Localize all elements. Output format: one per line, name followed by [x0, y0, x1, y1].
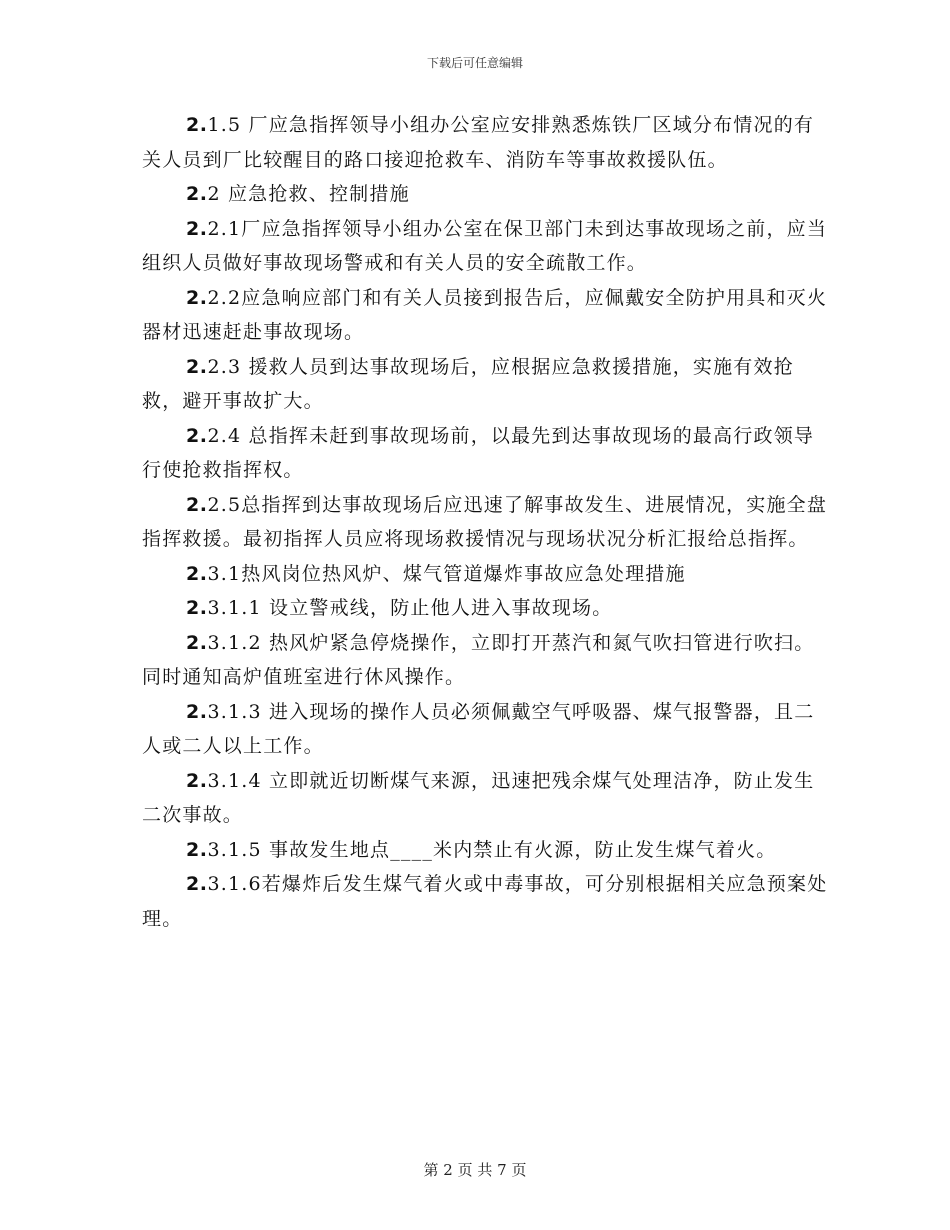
section-number: 2. — [186, 355, 208, 378]
section-number: 2. — [186, 769, 208, 792]
paragraph-text: 3.1.6若爆炸后发生煤气着火或中毒事故，可分别根据相关应急预案处理。 — [142, 873, 828, 930]
paragraph-text: 1.5 厂应急指挥领导小组办公室应安排熟悉炼铁厂区域分布情况的有关人员到厂比较醒目的路口接迎抢救车、消防车等事故救援队伍。 — [142, 114, 815, 171]
paragraph-2-2-3 — [142, 350, 832, 419]
paragraph-text: 3.1热风岗位热风炉、煤气管道爆炸事故应急处理措施 — [207, 562, 686, 585]
paragraph-2-2-5 — [142, 488, 832, 557]
page-header: 下载后可任意编辑 — [426, 56, 523, 70]
section-number: 2. — [186, 562, 208, 585]
paragraph-2-3-1-6 — [142, 867, 832, 936]
paragraph-2-3-1-5 — [142, 833, 832, 868]
paragraph-text: 2.5总指挥到达事故现场后应迅速了解事故发生、进展情况，实施全盘指挥救援。最初指挥人员应将现场救援情况与现场状况分析汇报给总指挥。 — [142, 493, 828, 550]
section-number: 2. — [186, 597, 208, 619]
section-number: 2. — [186, 286, 208, 309]
paragraph-text: 2.3 援救人员到达事故现场后，应根据应急救援措施，实施有效抢救，避开事故扩大。 — [142, 355, 794, 412]
paragraph-2-2-1 — [142, 212, 832, 281]
page-footer: 第 2 页 共 7 页 — [423, 1161, 527, 1179]
paragraph-2-3-1-4 — [142, 764, 832, 833]
paragraph-2-2-4 — [142, 419, 832, 488]
paragraph-2-3-1-2 — [142, 626, 832, 695]
section-number: 2. — [186, 424, 208, 447]
document-body — [142, 108, 832, 936]
paragraph-text: 3.1.5 事故发生地点____米内禁止有火源，防止发生煤气着火。 — [207, 838, 777, 861]
section-number: 2. — [186, 183, 208, 205]
paragraph-2-3-1 — [142, 557, 832, 592]
paragraph-text: 2 应急抢救、控制措施 — [207, 183, 410, 205]
paragraph-text: 2.4 总指挥未赶到事故现场前，以最先到达事故现场的最高行政领导行使抢救指挥权。 — [142, 424, 815, 481]
paragraph-2-1-5 — [142, 108, 832, 177]
section-number: 2. — [186, 631, 208, 654]
paragraph-2-3-1-3 — [142, 695, 832, 764]
section-number: 2. — [186, 217, 208, 240]
section-number: 2. — [186, 493, 208, 516]
section-number: 2. — [186, 700, 208, 723]
paragraph-text: 3.1.3 进入现场的操作人员必须佩戴空气呼吸器、煤气报警器，且二人或二人以上工作。 — [142, 700, 815, 757]
paragraph-text: 2.1厂应急指挥领导小组办公室在保卫部门未到达事故现场之前，应当组织人员做好事故现场警戒和有关人员的安全疏散工作。 — [142, 217, 828, 274]
paragraph-text: 3.1.4 立即就近切断煤气来源，迅速把残余煤气处理洁净，防止发生二次事故。 — [142, 769, 815, 826]
paragraph-text: 3.1.1 设立警戒线，防止他人进入事故现场。 — [207, 597, 613, 619]
section-number: 2. — [186, 873, 208, 895]
paragraph-2-2 — [142, 177, 832, 212]
paragraph-2-3-1-1 — [142, 591, 832, 626]
paragraph-2-2-2 — [142, 281, 832, 350]
section-number: 2. — [186, 114, 208, 136]
section-number: 2. — [186, 838, 208, 861]
paragraph-text: 3.1.2 热风炉紧急停烧操作，立即打开蒸汽和氮气吹扫管进行吹扫。同时通知高炉值班室进行休风操作。 — [142, 631, 815, 688]
paragraph-text: 2.2应急响应部门和有关人员接到报告后，应佩戴安全防护用具和灭火器材迅速赶赴事故现场。 — [142, 286, 828, 343]
